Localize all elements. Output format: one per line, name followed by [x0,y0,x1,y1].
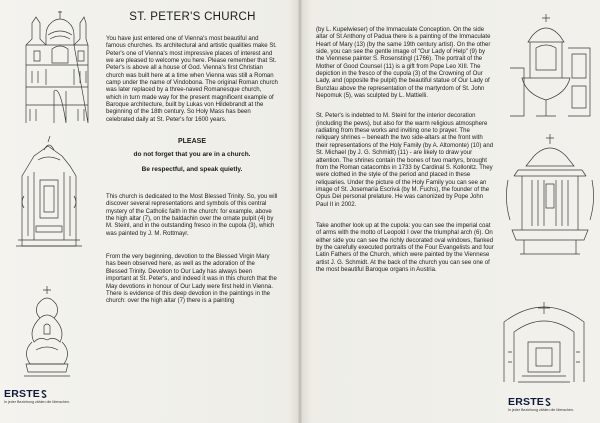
steinl-paragraph: St. Peter's is indebted to M. Steinl for the interior decoration (including the pews), but also for the warm religious atmosphere radiating from these works and inviting one to prayer. The reliquary shrines – beneath the two side-altars at the front with their representations of the Holy Family (by A. Altomonte) (10) and St. Michael (by J. G. Schmidt) (11) - are likely to draw your attention. The shrines contain the bones of two martyrs, brought from the Roman catacombs in 1733 by Cardinal S. Kollonitz. They were clothed in the style of the period and placed in these reliquaries. Under the picture of the Holy Family you can see an image of St. Josemaría Escrivá (by M. Fuchs), the founder of the Opus Dei personal prelature. He was canonized by Pope John Paul II in 2002. [316,113,494,208]
cupola-paragraph: Take another look up at the cupola: you can see the imperial coat of arms with the motto of Leopold I over the triumphal arch (6). On either side you can see the richly decorated oval windows, flanked by the carefully executed portraits of the Four Evangelists and four Latin Fathers of the Church, which were painted by the Viennese artist J. G. Schmidt. At the back of the church you can see one of the most beautiful Baroque organs in Austria. [316,222,494,273]
organ-sketch [504,130,596,258]
pulpit-sketch [506,8,594,120]
please-line-2: Be respectful, and speak quietly. [141,165,243,173]
church-facade-sketch [12,5,90,125]
center-fold [298,0,302,423]
erste-s-icon [41,389,47,397]
right-column [316,27,494,274]
statue-sketch [18,282,76,378]
brand-tagline: In jeder Beziehung zählen die Menschen. [4,400,70,404]
brand-logo-left [4,388,70,404]
page-title: ST. PETER'S CHURCH [129,11,256,23]
erste-s-icon [545,397,551,405]
dedication-paragraph: This church is dedicated to the Most Blessed Trinity. So, you will discover several representations and symbols of this central mystery of the Catholic faith in the church: for example, above the high altar (7), on the baldachin over the ornate pulpit (4) by M. Steinl, and in the outstanding fresco in the cupola (3), which was painted by J. M. Rottmayr. [106,194,278,237]
please-heading: PLEASE [177,138,206,146]
left-column [106,36,278,306]
brand-logo-right [508,396,574,412]
brand-name: ERSTE [508,396,545,408]
altar-sketch [14,136,84,248]
brand-tagline: In jeder Beziehung zählen die Menschen. [508,408,574,412]
brand-name: ERSTE [4,388,41,400]
continuation-paragraph: (by L. Kupelwieser) of the Immaculate Conception. On the side altar of St Anthony of Padua there is a painting of the Immaculate Heart of Mary (13) (by the same 19th century artist). On the other side, you can see the gentle image of "Our Lady of Help" (9) by the Viennese painter S. Rosenstingl (1766). The portrait of the Mother of Good Counsel (11) is a gift from Pope Leo XIII. The depiction in the fresco of the cupola (3) of the Crowning of Our Lady, and (opposite the pulpit) the beautiful statue of Our Lady of Bunzlau above the representation of the martyrdom of St. John Nepomuk (5), was sculpted by L. Mattielli. [316,27,491,100]
intro-paragraph: You have just entered one of Vienna's most beautiful and famous churches. Its architectural and artistic qualities make St. Peter's one of Vienna's most impressive places of interest and we are pleased to welcome you here. Please remember that St. Peter's is above all a house of God. Vienna's first Christian church was built here at a time when Vienna was still a Roman camp under the name of Vindobona. The original Roman church was later replaced by a three-naved Romanesque church, which in turn made way for the present magnificent example of Baroque architecture, built by Lukas von Hildebrandt at the beginning of the 18th century. So Holy Mass has been celebrated daily at St. Peter's for 1600 years. [106,36,278,123]
chapel-sketch [498,292,590,388]
devotion-paragraph: From the very beginning, devotion to the Blessed Virgin Mary has been observed here, as well as the adoration of the Blessed Trinity. Devotion to Our Lady has always been important at St. Peter's, and indeed it was in this church that the May devotions in honour of Our Lady were first held in Vienna. There is evidence of this deep devotion in the paintings in the church: over the high altar (7) there is a painting [106,254,277,305]
please-line-1: do not forget that you are in a church. [133,151,251,159]
